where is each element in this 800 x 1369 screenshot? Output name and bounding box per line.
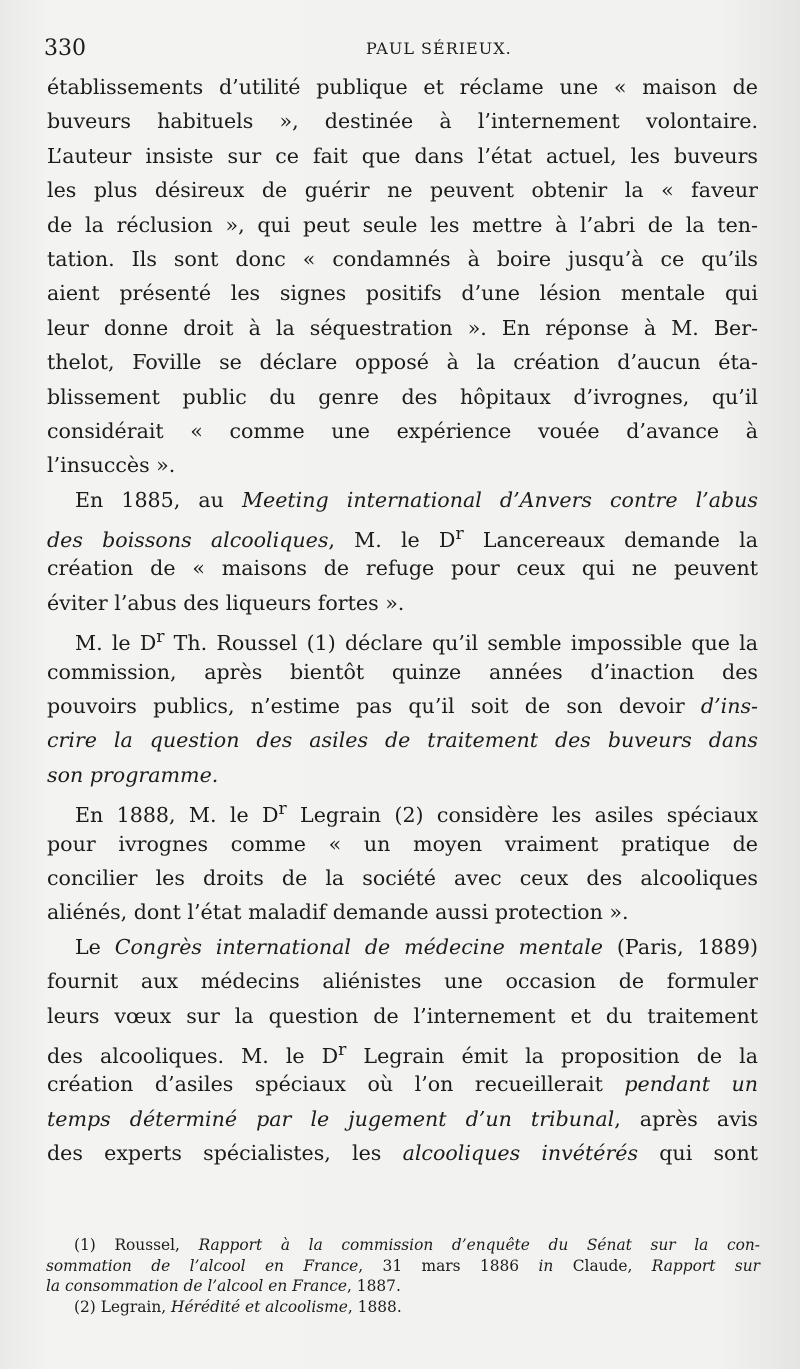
text-line: leurs vœux sur la question de l’internement et du traitement — [47, 1003, 758, 1028]
text-line: l’insuccès ». — [47, 453, 176, 478]
text-line: fournit aux médecins aliénistes une occasion de formuler — [47, 969, 758, 994]
footnote-1: (1) Roussel, Rapport à la commission d’enquête du Sénat sur la con- — [74, 1236, 760, 1254]
text-line: En 1885, au Meeting international d’Anvers contre l’abus — [75, 487, 758, 512]
text-line: de la réclusion », qui peut seule les mettre à l’abri de la ten- — [47, 212, 758, 237]
text-line: des experts spécialistes, les alcooliques invétérés qui sont — [47, 1141, 758, 1166]
text-line: Le Congrès international de médecine mentale (Paris, 1889) — [75, 934, 758, 959]
footnote-1-cont: sommation de l’alcool en France, 31 mars 1886 in Claude, Rapport sur — [46, 1256, 760, 1275]
running-head: PAUL SÉRIEUX. — [366, 39, 512, 58]
text-line: L’auteur insiste sur ce fait que dans l’état actuel, les buveurs — [47, 143, 758, 168]
text-line: des alcooliques. M. le $D^r$ Legrain émit la proposition de la — [47, 1039, 759, 1068]
text-line: des boissons alcooliques, M. le $D^r$ Lancereaux demande la — [47, 524, 759, 552]
text-line: aient présenté les signes positifs d’une lésion mentale qui — [47, 281, 758, 306]
text-line: aliénés, dont l’état maladif demande aussi protection ». — [47, 900, 629, 925]
footnote-1-cont: la consommation de l’alcool en France, 1887. — [46, 1277, 401, 1295]
text-line: blissement public du genre des hôpitaux d’ivrognes, qu’il — [47, 384, 758, 409]
footnote-2: (2) Legrain, Hérédité et alcoolisme, 1888. — [74, 1297, 402, 1316]
text-line: crire la question des asiles de traitement des buveurs dans — [47, 728, 758, 753]
text-line: commission, après bientôt quinze années d’inaction des — [47, 659, 758, 684]
text-line: pour ivrognes comme « un moyen vraiment pratique de — [47, 831, 758, 856]
text-line: tation. Ils sont donc « condamnés à boire jusqu’à ce qu’ils — [47, 246, 758, 271]
text-line: établissements d’utilité publique et réclame une « maison de — [47, 75, 758, 99]
text-line: les plus désireux de guérir ne peuvent obtenir la « faveur — [47, 178, 758, 203]
text-line: éviter l’abus des liqueurs fortes ». — [47, 590, 405, 615]
text-line: considérait « comme une expérience vouée d’avance à — [47, 418, 758, 443]
page-number: 330 — [44, 36, 86, 61]
text-line: temps déterminé par le jugement d’un tribunal, après avis — [47, 1106, 758, 1131]
page-header — [44, 36, 756, 66]
footnotes — [46, 1235, 760, 1317]
text-line: concilier les droits de la société avec ceux des alcooliques — [47, 865, 758, 890]
text-line: M. le $D^r$ Th. Roussel (1) déclare qu’il semble impossible que la — [75, 627, 758, 656]
text-line: En 1888, M. le $D^r$ Legrain (2) considère les asiles spéciaux — [75, 799, 758, 828]
text-line: son programme. — [47, 762, 219, 787]
text-line: pouvoirs publics, n’estime pas qu’il soit de son devoir d’ins- — [47, 694, 758, 719]
text-line: création de « maisons de refuge pour ceux qui ne peuvent — [47, 556, 758, 581]
text-line: leur donne droit à la séquestration ». En réponse à M. Ber- — [47, 315, 758, 340]
text-line: création d’asiles spéciaux où l’on recueillerait pendant un — [47, 1072, 758, 1097]
body-text — [47, 70, 758, 1171]
text-line: buveurs habituels », destinée à l’internement volontaire. — [47, 109, 758, 134]
text-line: thelot, Foville se déclare opposé à la création d’aucun éta- — [47, 350, 758, 375]
